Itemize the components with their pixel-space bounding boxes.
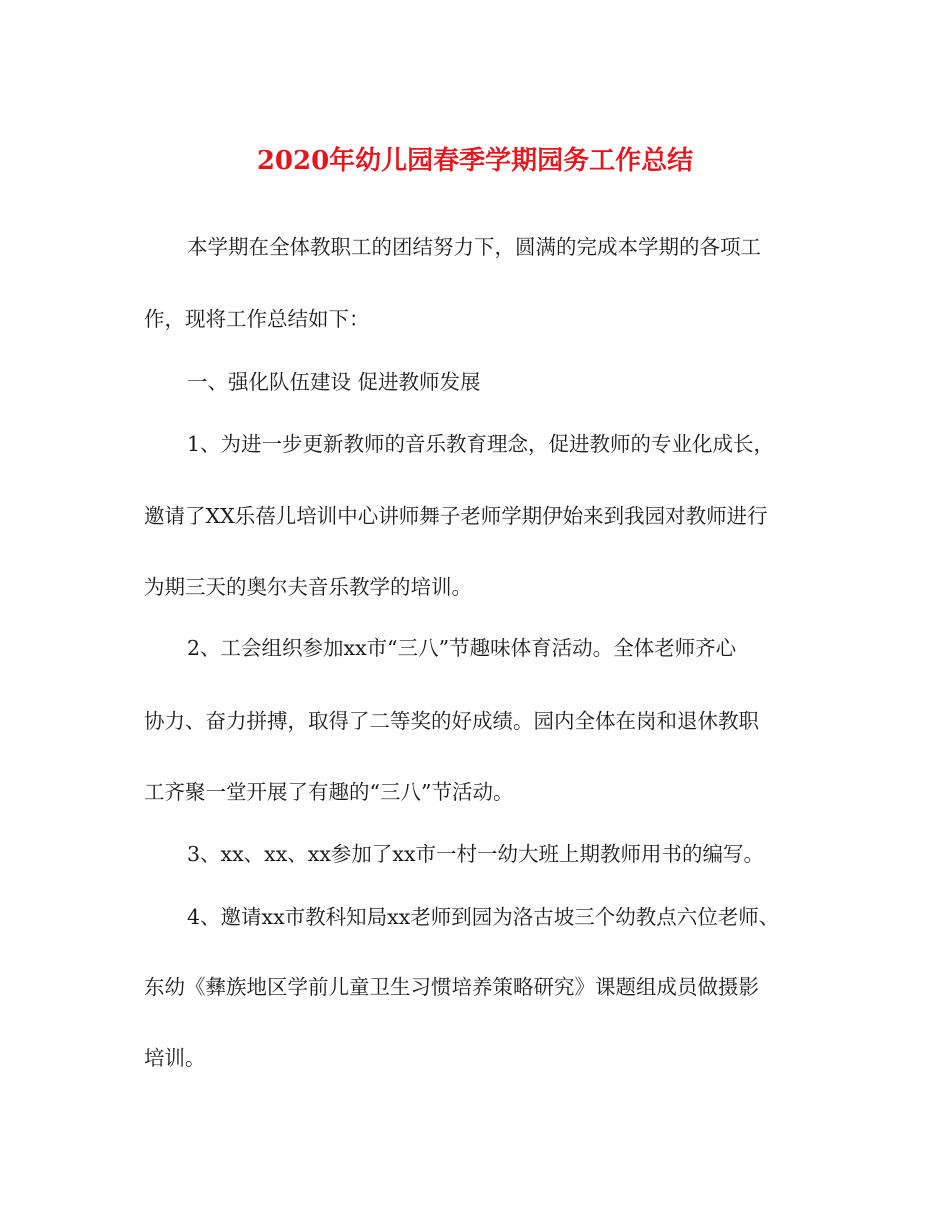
paragraph-line: 4、邀请xx市教科知局xx老师到园为洛古坡三个幼教点六位老师、 (187, 905, 780, 929)
paragraph-line: 为期三天的奥尔夫音乐教学的培训。 (144, 575, 472, 599)
paragraph-line: 作，现将工作总结如下： (144, 307, 370, 331)
paragraph-line: 本学期在全体教职工的团结努力下，圆满的完成本学期的各项工 (187, 235, 761, 259)
paragraph-line: 邀请了XX乐蓓儿培训中心讲师舞子老师学期伊始来到我园对教师进行 (144, 504, 768, 528)
paragraph-line: 协力、奋力拼搏，取得了二等奖的好成绩。园内全体在岗和退休教职 (144, 709, 759, 733)
paragraph-line: 培训。 (144, 1046, 206, 1070)
paragraph-line: 东幼《彝族地区学前儿童卫生习惯培养策略研究》课题组成员做摄影 (144, 975, 759, 999)
paragraph-line: 1、为进一步更新教师的音乐教育理念，促进教师的专业化成长， (187, 432, 775, 456)
paragraph-line: 3、xx、xx、xx参加了xx市一村一幼大班上期教师用书的编写。 (187, 842, 765, 866)
paragraph-line: 2、工会组织参加xx市“三八”节趣味体育活动。全体老师齐心 (187, 636, 737, 660)
section-heading: 一、强化队伍建设 促进教师发展 (187, 370, 481, 394)
paragraph-line: 工齐聚一堂开展了有趣的“三八”节活动。 (144, 780, 514, 804)
document-title: 2020年幼儿园春季学期园务工作总结 (256, 146, 694, 176)
